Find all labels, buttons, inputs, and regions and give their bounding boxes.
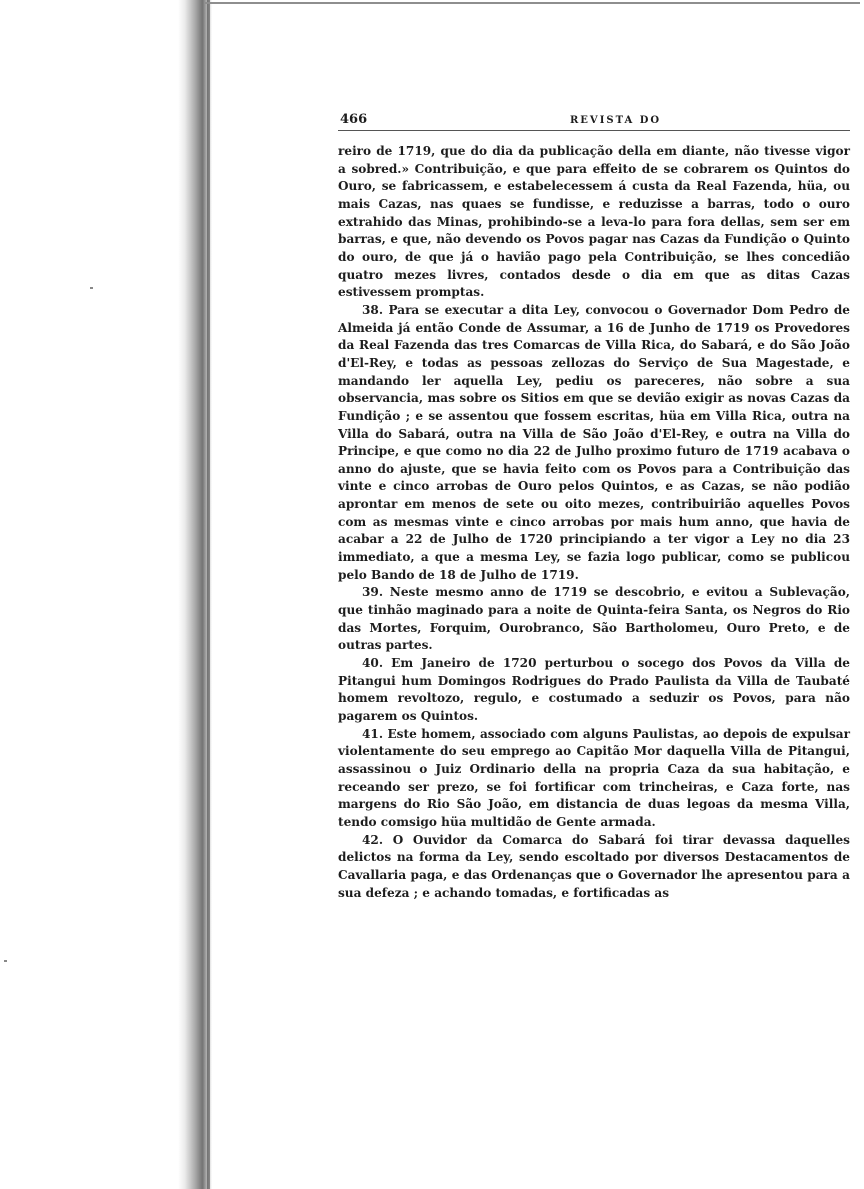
running-head: REVISTA DO [570,115,662,126]
book-page [338,110,850,902]
paragraph-41: 41. Este homem, associado com alguns Paulistas, ao depois de expulsar violentamente do seu emprego ao Capitão Mor daquella Villa de Pitangui, assassinou o Juiz Ordinario della na propria Caza da sua habitação, e receando ser prezo, se foi fortificar com trincheiras, e Caza forte, nas margens do Rio São João, em distancia de duas legoas da mesma Villa, tendo comsigo hüa multidão de Gente armada. [338,726,850,829]
book-gutter-edge [207,0,210,1189]
paragraph-39: 39. Neste mesmo anno de 1719 se descobrio, e evitou a Sublevação, que tinhão maginado para a noite de Quinta-feira Santa, os Negros do Rio das Mortes, Forquim, Ourobranco, São Bartholomeu, Ouro Preto, e de outras partes. [338,585,850,653]
paragraph-38: 38. Para se executar a dita Ley, convocou o Governador Dom Pedro de Almeida já então Conde de Assumar, a 16 de Junho de 1719 os Provedores da Real Fazenda das tres Comarcas de Villa Rica, do Sabará, e do São João d'El-Rey, e todas as pessoas zellozas do Serviço de Sua Magestade, e mandando ler aquella Ley, pediu os pareceres, não sobre a sua observancia, mas sobre os Sitios em que se devião exigir as novas Cazas da Fundição ; e se assentou que fossem escritas, hüa em Villa Rica, outra na Villa do Sabará, outra na Villa de São João d'El-Rey, e outra na Villa do Principe, e que como no dia 22 de Julho proximo futuro de 1719 acabava o anno do ajuste, que se havia feito com os Povos para a Contribuição das vinte e cinco arrobas de Ouro pelos Quintos, e as Cazas, se não podião aprontar em menos de sete ou oito mezes, contribuirião aquelles Povos com as mesmas vinte e cinco arrobas por mais hum anno, que havia de acabar a 22 de Julho de 1720 principiando a ter vigor a Ley no dia 23 immediato, a que a mesma Ley, se fazia logo publicar, como se publicou pelo Bando de 18 de Julho de 1719. [338,302,850,582]
page-header [338,110,850,131]
page-top-edge [205,2,860,4]
scan-speck [90,287,93,289]
paragraph-40: 40. Em Janeiro de 1720 perturbou o socego dos Povos da Villa de Pitangui hum Domingos Rodrigues do Prado Paulista da Villa de Taubaté homem revoltozo, regulo, e costumado a seduzir os Povos, para não pagarem os Quintos. [338,656,850,723]
scan-speck [4,960,7,962]
body-text [338,143,850,902]
page-number: 466 [340,112,368,127]
paragraph-42: 42. O Ouvidor da Comarca do Sabará foi tirar devassa daquelles delictos na forma da Ley, sendo escoltado por diversos Destacamentos de Cavallaria paga, e das Ordenanças que o Governador lhe apresentou para a sua defeza ; e achando tomadas, e fortificadas as [338,832,850,900]
paragraph-continued: reiro de 1719, que do dia da publicação della em diante, não tivesse vigor a sobred.» Contribuição, e que para effeito de se cobrarem os Quintos do Ouro, se fabricassem, e estabelecessem á custa da Real Fazenda, hüa, ou mais Cazas, nas quaes se fundisse, e reduzisse a barras, todo o ouro extrahido das Minas, prohibindo-se a leva-lo para fora dellas, sem ser em barras, e que, não devendo os Povos pagar nas Cazas da Fundição o Quinto do ouro, de que já o havião pago pela Contribuição, se lhes concedião quatro mezes livres, contados desde o dia em que as ditas Cazas estivessem promptas. [338,144,850,300]
